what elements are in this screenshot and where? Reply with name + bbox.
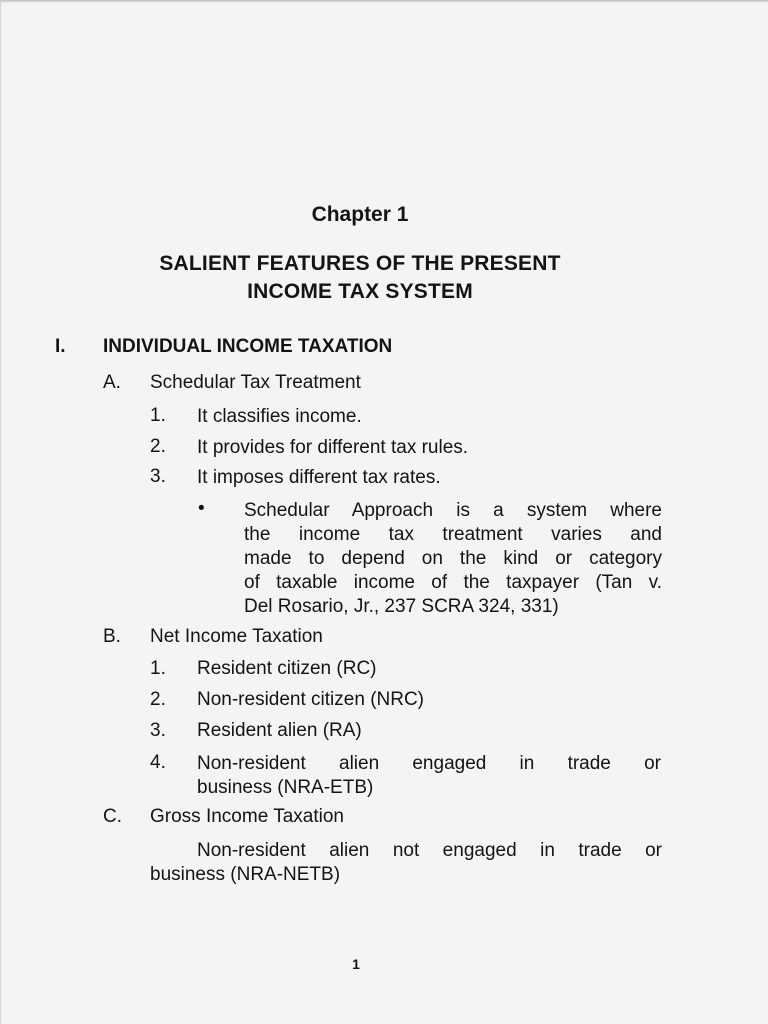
bullet-line: Del Rosario, Jr., 237 SCRA 324, 331) — [244, 596, 559, 617]
scan-edge-left — [0, 0, 2, 1024]
bullet-line: Schedular Approach is a system where — [244, 500, 662, 521]
list-item-number: 1. — [150, 658, 166, 679]
scan-edge-top — [0, 0, 768, 3]
chapter-title-line: SALIENT FEATURES OF THE PRESENT — [159, 252, 561, 275]
chapter-title-line: INCOME TAX SYSTEM — [247, 280, 473, 303]
subsection-paragraph — [150, 839, 662, 887]
bullet-line: of taxable income of the taxpayer (Tan v. — [244, 572, 662, 593]
subsection-letter: B. — [103, 626, 121, 647]
bullet-paragraph — [244, 499, 662, 619]
subsection-title: Schedular Tax Treatment — [150, 372, 361, 393]
subsection-title: Net Income Taxation — [150, 626, 323, 647]
list-item-line: Non-resident alien engaged in trade or — [197, 753, 661, 774]
list-item-text: It imposes different tax rates. — [197, 467, 441, 488]
paragraph-line: Non-resident alien not engaged in trade or — [197, 840, 662, 861]
list-item-text — [197, 752, 661, 800]
subsection-title: Gross Income Taxation — [150, 806, 344, 827]
section-number: I. — [55, 336, 66, 357]
list-item-number: 2. — [150, 436, 166, 457]
bullet-line: the income tax treatment varies and — [244, 524, 662, 545]
paragraph-line: business (NRA-NETB) — [150, 864, 341, 885]
list-item-number: 3. — [150, 720, 166, 741]
subsection-letter: C. — [103, 806, 122, 827]
list-item-number: 4. — [150, 752, 166, 773]
bullet-line: made to depend on the kind or category — [244, 548, 662, 569]
section-title: INDIVIDUAL INCOME TAXATION — [103, 336, 393, 357]
bullet-icon: • — [198, 498, 205, 519]
list-item-text: Resident citizen (RC) — [197, 658, 377, 679]
list-item-text: Resident alien (RA) — [197, 720, 362, 741]
list-item-line: business (NRA-ETB) — [197, 777, 374, 798]
list-item-number: 3. — [150, 466, 166, 487]
page-number: 1 — [352, 956, 360, 972]
chapter-heading: Chapter 1 — [311, 203, 409, 226]
subsection-letter: A. — [103, 372, 121, 393]
list-item-number: 1. — [150, 405, 166, 426]
list-item-text: It classifies income. — [197, 406, 362, 427]
list-item-text: Non-resident citizen (NRC) — [197, 689, 425, 710]
chapter-title — [0, 250, 720, 306]
list-item-text: It provides for different tax rules. — [197, 437, 469, 458]
list-item-number: 2. — [150, 689, 166, 710]
